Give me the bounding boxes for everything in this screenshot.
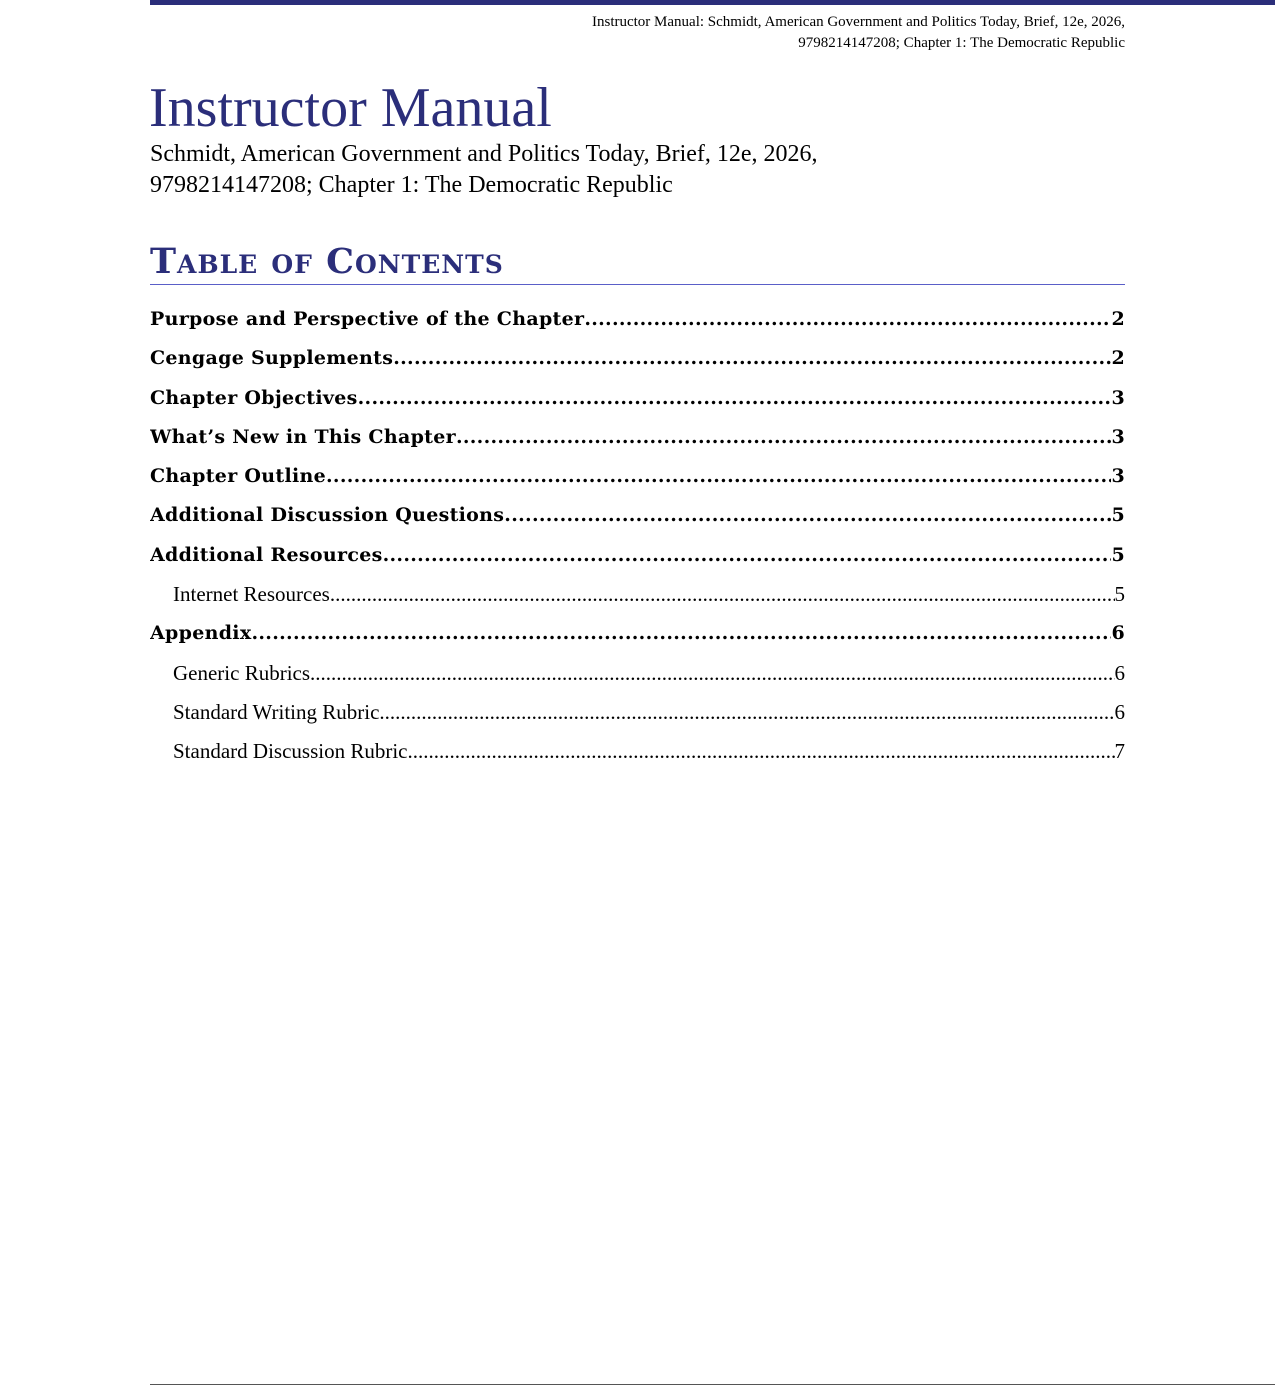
toc-entry-label: Internet Resources: [173, 582, 330, 607]
toc-entry-page: 6: [1111, 622, 1125, 645]
document-subtitle-line-1: Schmidt, American Government and Politics Today, Brief, 12e, 2026,: [150, 141, 818, 167]
toc-entry-label: What’s New in This Chapter: [150, 425, 456, 448]
toc-entry[interactable]: [150, 342, 1125, 381]
toc-entry-label: Standard Discussion Rubric: [173, 739, 408, 764]
toc-dot-leader: [584, 303, 1111, 335]
toc-entry-label: Chapter Objectives: [150, 386, 358, 409]
toc-dot-leader: [383, 539, 1112, 571]
toc-dot-leader: [251, 617, 1111, 649]
toc-entry-page: 5: [1114, 582, 1125, 607]
toc-dot-leader: [330, 578, 1115, 610]
toc-subentry[interactable]: [150, 696, 1125, 735]
toc-subentry[interactable]: [150, 578, 1125, 617]
document-title: Instructor Manual: [149, 77, 552, 139]
toc-entry-label: Purpose and Perspective of the Chapter: [150, 308, 585, 330]
toc-entry-label: Generic Rubrics: [173, 660, 311, 685]
toc-dot-leader: [379, 696, 1114, 728]
toc-entry-page: 2: [1111, 308, 1125, 330]
toc-dot-leader: [407, 735, 1114, 767]
toc-entry[interactable]: [150, 617, 1125, 656]
running-header-line-1: Instructor Manual: Schmidt, American Government and Politics Today, Brief, 12e, 2026,: [591, 14, 1125, 30]
table-of-contents: [150, 303, 1125, 775]
toc-entry[interactable]: [150, 460, 1125, 499]
toc-entry-page: 6: [1114, 660, 1125, 685]
running-header-line-2: 9798214147208; Chapter 1: The Democratic Republic: [798, 35, 1125, 51]
toc-dot-leader: [456, 421, 1112, 453]
toc-entry-page: 3: [1111, 465, 1125, 488]
toc-entry-label: Standard Writing Rubric: [173, 699, 380, 724]
toc-entry-page: 3: [1111, 425, 1125, 448]
toc-entry-page: 5: [1111, 504, 1125, 527]
document-subtitle: [150, 139, 1050, 201]
toc-entry-page: 3: [1111, 386, 1125, 409]
toc-dot-leader: [310, 657, 1114, 689]
toc-entry[interactable]: [150, 421, 1125, 460]
toc-entry-label: Appendix: [150, 622, 252, 645]
toc-dot-leader: [393, 342, 1111, 374]
toc-dot-leader: [326, 460, 1111, 492]
footer-rule: [150, 1384, 1275, 1385]
toc-subentry[interactable]: [150, 657, 1125, 696]
running-header: [150, 12, 1125, 54]
toc-subentry[interactable]: [150, 735, 1125, 774]
header-accent-bar: [150, 0, 1275, 5]
toc-dot-leader: [504, 499, 1111, 531]
toc-entry-page: 7: [1114, 739, 1125, 764]
toc-entry[interactable]: [150, 499, 1125, 538]
toc-entry[interactable]: [150, 539, 1125, 578]
toc-entry[interactable]: [150, 303, 1125, 342]
toc-heading: Table of Contents: [150, 241, 504, 282]
document-subtitle-line-2: 9798214147208; Chapter 1: The Democratic Republic: [150, 172, 673, 198]
toc-entry-page: 6: [1114, 699, 1125, 724]
toc-entry-label: Cengage Supplements: [150, 347, 394, 370]
toc-entry[interactable]: [150, 382, 1125, 421]
toc-entry-page: 2: [1111, 347, 1125, 370]
toc-entry-label: Additional Discussion Questions: [150, 504, 505, 527]
toc-entry-label: Chapter Outline: [150, 465, 327, 488]
toc-entry-page: 5: [1111, 543, 1125, 566]
toc-heading-rule: [150, 284, 1125, 285]
toc-dot-leader: [358, 382, 1112, 414]
toc-entry-label: Additional Resources: [150, 543, 383, 566]
